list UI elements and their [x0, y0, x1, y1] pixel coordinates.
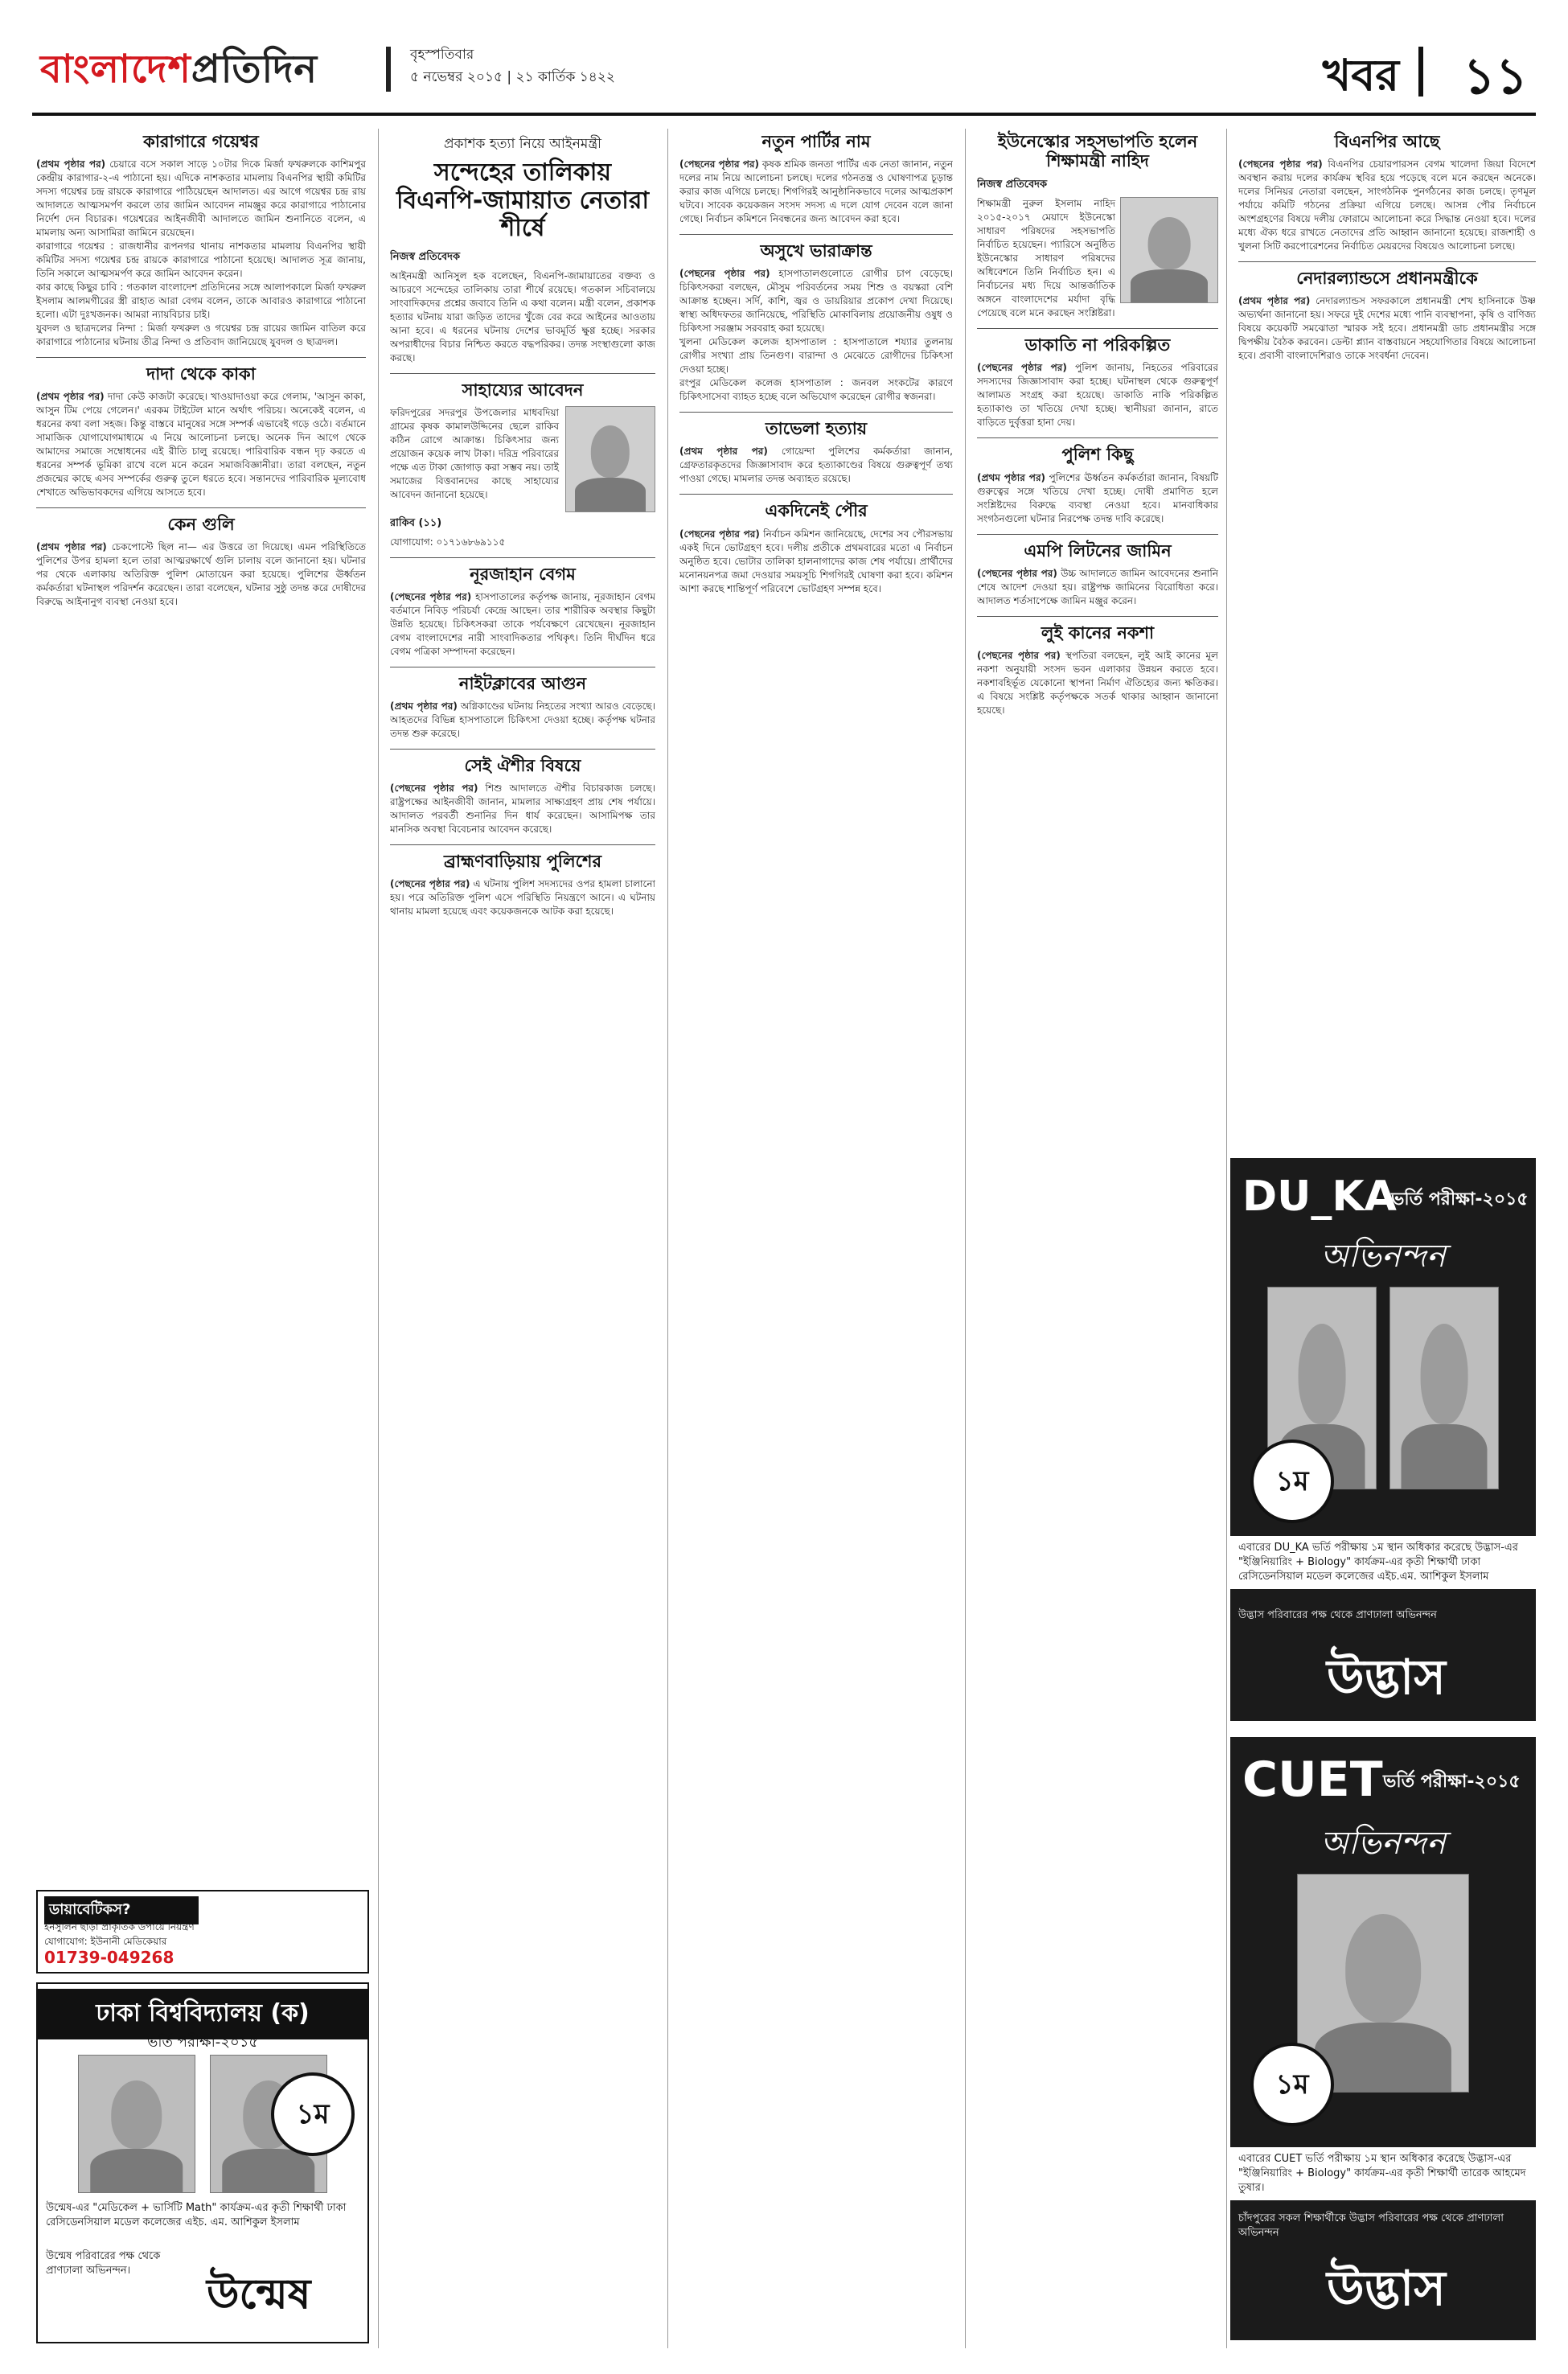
continuation-tag: (পেছনের পৃষ্ঠার পর)	[977, 649, 1061, 661]
headline: বিএনপির আছে	[1334, 132, 1440, 151]
headline: লুই কানের নকশা	[1041, 622, 1155, 643]
story-text: নেদারল্যান্ডস সফরকালে প্রধানমন্ত্রী শেখ হাসিনাকে উষ্ণ অভ্যর্থনা জানানো হয়। সফরে দুই দেশের মধ্যে পানি ব্যবস্থাপনা, কৃষি ও বাণিজ্য বিষয়ে কয়েকটি সমঝোতা স্মারক সই হবে। প্রধানমন্ত্রী ডাচ প্রধানমন্ত্রীর সঙ্গে দ্বিপক্ষীয় বৈঠক করবেন। ডেল্টা প্ল্যান বাস্তবায়নে সহযোগিতার বিষয়ে আলোচনা হবে। প্রবাসী বাংলাদেশিরাও তাকে সংবর্ধনা দেবেন।	[1238, 295, 1536, 362]
ad-title: DU_KA	[1242, 1173, 1397, 1221]
column-separator	[667, 129, 668, 2348]
ad-udvash-du-ka[interactable]	[1230, 1158, 1536, 1721]
headline: সন্দেহের তালিকায় বিএনপি-জামায়াত নেতারা শীর্ষে	[396, 158, 650, 242]
story-paragraph: খুলনা মেডিকেল কলেজ হাসপাতাল : হাসপাতালে শয্যার তুলনায় রোগীর সংখ্যা প্রায় তিনগুণ। বারান্দা ও মেঝেতে রোগীদের চিকিৎসা দেওয়া হচ্ছে।	[679, 336, 953, 376]
continuation-tag: (পেছনের পৃষ্ঠার পর)	[679, 528, 760, 540]
story-municipal	[679, 501, 953, 595]
byline: নিজস্ব প্রতিবেদক	[977, 179, 1048, 191]
headline: ইউনেস্কোর সহসভাপতি হলেন শিক্ষামন্ত্রী নাহিদ	[997, 132, 1198, 171]
column-5	[1238, 129, 1536, 1134]
story-unesco	[977, 132, 1218, 320]
story-nightclub-fire	[390, 674, 655, 741]
headline: একদিনেই পৌর	[765, 501, 868, 521]
continuation-tag: (প্রথম পৃষ্ঠার পর)	[390, 700, 458, 712]
story-dada-theke-kaka	[36, 364, 366, 499]
headline: ব্রাহ্মণবাড়িয়ায় পুলিশের	[443, 852, 602, 872]
ad-line: যোগাযোগ: ইউনানী মেডিকেয়ার	[44, 1936, 167, 1947]
story-body	[1238, 294, 1536, 363]
logo-part-colored: বাংলাদেশ	[40, 47, 191, 92]
story-body	[1238, 158, 1536, 253]
face-shape	[591, 425, 630, 478]
ad-title: CUET	[1242, 1752, 1383, 1808]
story-nurjahan	[390, 565, 655, 659]
story-text: আইনমন্ত্রী আনিসুল হক বলেছেন, বিএনপি-জামায়াতের বক্তব্য ও আচরণে সন্দেহের তালিকায় তারা শীর্ষে রয়েছে। গতকাল সচিবালয়ে সাংবাদিকদের প্রশ্নের জবাবে তিনি এ কথা বলেন। মন্ত্রী বলেন, প্রকাশক হত্যার ঘটনায় যারা জড়িত তাদের খুঁজে বের করে আইনের আওতায় আনা হবে। এ ধরনের ঘটনায় দেশের ভাবমূর্তি ক্ষুণ্ণ হচ্ছে। সরকার অপরাধীদের বিচার নিশ্চিত করতে বদ্ধপরিকর। তদন্ত সংস্থাগুলো কাজ করছে।	[390, 269, 655, 363]
headline: নূরজাহান বেগম	[470, 564, 576, 584]
story-law-minister	[390, 133, 655, 365]
story-body	[679, 158, 953, 226]
ad-caption: এবারের DU_KA ভর্তি পরীক্ষায় ১ম স্থান অধিকার করেছে উদ্ভাস-এর "ইঞ্জিনিয়ারিং + Biology" কার্যক্রম-এর কৃতী শিক্ষার্থী ঢাকা রেসিডেনসিয়াল মডেল কলেজের এইচ.এম. আশিকুল ইসলাম	[1230, 1536, 1536, 1589]
story-police	[977, 445, 1218, 525]
rank-badge: ১ম	[1250, 2043, 1334, 2126]
face-shape	[1148, 217, 1191, 269]
story-text: কৃষক শ্রমিক জনতা পার্টির এক নেতা জানান, নতুন দলের নাম নিয়ে আলোচনা চলছে। দলের গঠনতন্ত্র ও ঘোষণাপত্র চূড়ান্ত করার কাজ এগিয়ে চলছে। শিগগিরই আনুষ্ঠানিকভাবে দলের আত্মপ্রকাশ ঘটবে। সাবেক কয়েকজন সংসদ সদস্য এ দলে যোগ দেবেন বলে জানা গেছে। নির্বাচন কমিশনে নিবন্ধনের জন্য আবেদন করা হবে।	[679, 158, 953, 225]
story-body	[36, 540, 366, 609]
ad-subtitle: ভর্তি পরীক্ষা-২০১৫	[1391, 1189, 1529, 1210]
column-3	[679, 129, 953, 2340]
continuation-tag: (পেছনের পৃষ্ঠার পর)	[679, 268, 770, 280]
story-body	[36, 158, 366, 240]
story-body	[977, 361, 1218, 429]
ad-title: ঢাকা বিশ্ববিদ্যালয় (ক)	[38, 1989, 367, 2039]
ad-brand: উদ্ভাস	[1327, 1649, 1446, 1706]
story-tavella	[679, 419, 953, 486]
story-text: হাসপাতালগুলোতে রোগীর চাপ বেড়েছে। চিকিৎসকরা বলছেন, মৌসুম পরিবর্তনের সময় শিশু ও বয়স্করা বেশি আক্রান্ত হচ্ছেন। সর্দি, কাশি, জ্বর ও ডায়রিয়ার প্রকোপ দেখা দিয়েছে। স্বাস্থ্য অধিদফতর জানিয়েছে, পরিস্থিতি মোকাবিলায় প্রয়োজনীয় ওষুধ ও চিকিৎসা সরঞ্জাম সরবরাহ করা হয়েছে।	[679, 268, 953, 335]
headline: কারাগারে গয়েশ্বর	[143, 132, 259, 151]
story-oishee	[390, 756, 655, 836]
continuation-tag: (পেছনের পৃষ্ঠার পর)	[679, 158, 759, 170]
minister-photo	[1120, 197, 1218, 303]
story-louis-kahn	[977, 623, 1218, 717]
appeal-name: রাকিব (১১)	[390, 516, 442, 529]
continuation-tag: (প্রথম পৃষ্ঠার পর)	[36, 391, 105, 403]
rank-badge: ১ম	[1250, 1440, 1334, 1523]
student-photo	[1389, 1287, 1499, 1489]
section-name: খবর	[1322, 50, 1399, 101]
headline: নেদারল্যান্ডসে প্রধানমন্ত্রীকে	[1296, 269, 1478, 289]
logo-part-dark: প্রতিদিন	[191, 47, 318, 92]
story-text: গোয়েন্দা পুলিশের কর্মকর্তারা জানান, গ্রেফতারকৃতদের জিজ্ঞাসাবাদ করে হত্যাকাণ্ডের বিষয়ে গুরুত্বপূর্ণ তথ্য পাওয়া গেছে। মামলার তদন্ত অব্যাহত রয়েছে।	[679, 446, 953, 485]
ad-caption: উন্মেষ পরিবারের পক্ষ থেকে প্রাণঢালা অভিনন্দন।	[46, 2250, 161, 2277]
rank-badge: ১ম	[271, 2072, 355, 2156]
dateline	[410, 43, 615, 88]
masthead	[32, 32, 1536, 109]
page-number-divider	[1418, 47, 1423, 97]
continuation-tag: (প্রথম পৃষ্ঠার পর)	[679, 446, 768, 458]
story-divider	[390, 749, 655, 750]
story-text: অগ্নিকাণ্ডের ঘটনায় নিহতের সংখ্যা আরও বেড়েছে। আহতদের বিভিন্ন হাসপাতালে চিকিৎসা দেওয়া হচ্ছে। কর্তৃপক্ষ ঘটনার তদন্ত শুরু করেছে।	[390, 700, 655, 739]
story-text: বিএনপির চেয়ারপারসন বেগম খালেদা জিয়া বিদেশে অবস্থান করায় দলের কার্যক্রম স্থবির হয়ে পড়েছে বলে মনে করছেন অনেকে। দলের সিনিয়র নেতারা বলছেন, সাংগঠনিক পুনর্গঠনের কাজ চলছে। তৃণমূল পর্যায়ে কমিটি গঠনের প্রক্রিয়া এগিয়ে চলছে। আসন্ন পৌর নির্বাচনে অংশগ্রহণের বিষয়ে দলীয় ফোরামে আলোচনা করে সিদ্ধান্ত নেওয়া হবে। দলের মধ্যে ঐক্য ধরে রাখতে নেতাদের প্রতি আহ্বান জানানো হয়েছে। রাজশাহী ও খুলনা সিটি করপোরেশনের নির্বাচিত মেয়রদের বিষয়েও আলোচনা চলছে।	[1238, 158, 1536, 253]
body-shape	[1402, 1424, 1488, 1489]
ad-congrats: অভিনন্দন	[1320, 1825, 1446, 1862]
masthead-rule	[32, 113, 1536, 116]
story-bnp	[1238, 132, 1536, 253]
story-text: চেকপোস্টে ছিল না— এর উত্তরে তা দিয়েছে। এমন পরিস্থিতিতে পুলিশের উপর হামলা হলে তারা আত্মরক্ষার্থে গুলি চালায় বলে জানানো হয়। ঘটনার পর থেকে এলাকায় অতিরিক্ত পুলিশ মোতায়েন করা হয়েছে। পুলিশের ঊর্ধ্বতন কর্মকর্তারা ঘটনাস্থল পরিদর্শন করেছেন। তারা বলেছেন, ঘটনার সুষ্ঠু তদন্ত করে দোষীদের বিরুদ্ধে আইনানুগ ব্যবস্থা নেওয়া হবে।	[36, 541, 366, 608]
ad-brand: উন্মেষ	[207, 2270, 311, 2319]
ad-caption: উন্মেষ-এর "মেডিকেল + ভার্সিটি Math" কার্যক্রম-এর কৃতী শিক্ষার্থী ঢাকা রেসিডেনসিয়াল মডেল কলেজের এইচ. এম. আশিকুল ইসলাম	[46, 2202, 347, 2228]
story-divider	[679, 412, 953, 413]
story-divider	[36, 507, 366, 508]
ad-caption: উদ্ভাস পরিবারের পক্ষ থেকে প্রাণঢালা অভিনন্দন	[1238, 1609, 1437, 1621]
headline: নাইটক্লাবের আগুন	[458, 673, 587, 693]
face-shape	[1345, 1914, 1421, 2023]
story-robbery	[977, 335, 1218, 429]
continuation-tag: (প্রথম পৃষ্ঠার পর)	[1238, 295, 1311, 307]
story-keno-guli	[36, 515, 366, 609]
column-separator	[378, 129, 379, 2348]
story-divider	[390, 844, 655, 845]
issue-date: ৫ নভেম্বর ২০১৫ | ২১ কার্তিক ১৪২২	[410, 69, 615, 85]
story-body	[977, 567, 1218, 608]
story-mp-liton	[977, 541, 1218, 608]
story-divider	[977, 534, 1218, 535]
story-divider	[390, 557, 655, 558]
continuation-tag: (পেছনের পৃষ্ঠার পর)	[390, 590, 472, 602]
story-text: পুলিশের ঊর্ধ্বতন কর্মকর্তারা জানান, বিষয়টি গুরুত্বের সঙ্গে খতিয়ে দেখা হচ্ছে। দোষী প্রমাণিত হলে সংশ্লিষ্টদের বিরুদ্ধে ব্যবস্থা নেওয়া হবে। মানবাধিকার সংগঠনগুলো ঘটনার নিরপেক্ষ তদন্ত দাবি করেছে।	[977, 471, 1218, 524]
face-shape	[111, 2080, 162, 2149]
headline: কেন গুলি	[167, 515, 235, 535]
story-body	[36, 390, 366, 499]
story-divider	[977, 616, 1218, 617]
ad-brand: উদ্ভাস	[1327, 2261, 1446, 2317]
story-body	[390, 877, 655, 918]
ad-subtitle: ভর্তি পরীক্ষা-২০১৫	[1383, 1772, 1521, 1792]
headline: এমপি লিটনের জামিন	[1024, 540, 1172, 561]
story-text: ফরিদপুরের সদরপুর উপজেলার মাধবদিয়া গ্রামের কৃষক কামালউদ্দিনের ছেলে রাকিব কঠিন রোগে আক্রান্ত। চিকিৎসার জন্য প্রয়োজন কয়েক লাখ টাকা। দরিদ্র পরিবারের পক্ষে এত টাকা জোগাড় করা সম্ভব নয়। তাই সমাজের বিত্তবানদের কাছে সাহায্যের আবেদন জানানো হয়েছে।	[390, 406, 559, 500]
story-appeal	[390, 380, 655, 549]
unesco-content	[977, 197, 1218, 320]
story-body	[977, 649, 1218, 717]
story-goyeshwar	[36, 132, 366, 349]
story-text: হাসপাতালের কর্তৃপক্ষ জানায়, নূরজাহান বেগম বর্তমানে নিবিড় পরিচর্যা কেন্দ্রে আছেন। তার শারীরিক অবস্থার কিছুটা উন্নতি হয়েছে। চিকিৎসকরা তাকে পর্যবেক্ষণে রেখেছেন। নূরজাহান বেগম বাংলাদেশের নারী সাংবাদিকতার পথিকৃৎ। তিনি দীর্ঘদিন ধরে বেগম পত্রিকা সম্পাদনা করেছেন।	[390, 590, 655, 657]
headline: পুলিশ কিছু	[1061, 445, 1134, 465]
story-divider	[977, 328, 1218, 329]
page-number: ১১	[1463, 47, 1528, 105]
story-paragraph: রংপুর মেডিকেল কলেজ হাসপাতাল : জনবল সংকটের কারণে চিকিৎসাসেবা ব্যাহত হচ্ছে বলে অভিযোগ করেছেন রোগীর স্বজনরা।	[679, 377, 953, 403]
story-text: এ ঘটনায় পুলিশ সদস্যদের ওপর হামলা চালানো হয়। পরে অতিরিক্ত পুলিশ এসে পরিস্থিতি নিয়ন্ত্রণে আনে। এ ঘটনায় থানায় মামলা হয়েছে এবং কয়েকজনকে আটক করা হয়েছে।	[390, 878, 655, 918]
kicker: প্রকাশক হত্যা নিয়ে আইনমন্ত্রী	[443, 136, 601, 152]
continuation-tag: (পেছনের পৃষ্ঠার পর)	[390, 782, 478, 795]
column-separator	[965, 129, 966, 2348]
story-divider	[977, 437, 1218, 438]
story-divider	[1238, 261, 1536, 262]
ad-congrats: অভিনন্দন	[1320, 1238, 1446, 1275]
story-body	[977, 471, 1218, 526]
headline: সেই ঐশীর বিষয়ে	[464, 755, 581, 775]
body-shape	[575, 478, 646, 511]
child-photo	[565, 406, 655, 512]
weekday: বৃহস্পতিবার	[410, 47, 474, 63]
student-photo	[78, 2055, 195, 2193]
story-paragraph: যুবদল ও ছাত্রদলের নিন্দা : মির্জা ফখরুল ও গয়েশ্বর চন্দ্র রায়ের জামিন বাতিল করে কারাগারে পাঠানোর ঘটনায় তীব্র নিন্দা ও প্রতিবাদ জানিয়েছে যুবদল ও ছাত্রদল।	[36, 322, 366, 348]
headline: অসুখে ভারাক্রান্ত	[760, 241, 872, 261]
continuation-tag: (পেছনের পৃষ্ঠার পর)	[390, 878, 470, 890]
continuation-tag: (পেছনের পৃষ্ঠার পর)	[977, 362, 1067, 374]
story-text: স্থপতিরা বলছেন, লুই আই কানের মূল নকশা অনুযায়ী সংসদ ভবন এলাকার উন্নয়ন করতে হবে। নকশাবহির্ভূত যেকোনো স্থাপনা নির্মাণ ঐতিহ্যের জন্য ক্ষতিকর। এ বিষয়ে সংশ্লিষ্ট কর্তৃপক্ষকে সতর্ক থাকার আহ্বান জানানো হয়েছে।	[977, 649, 1218, 716]
byline: নিজস্ব প্রতিবেদক	[390, 250, 461, 263]
story-body	[390, 590, 655, 659]
ad-phone: 01739-049268	[44, 1948, 174, 1967]
face-shape	[1421, 1324, 1468, 1424]
story-text: উচ্চ আদালতে জামিন আবেদনের শুনানি শেষে আদেশ দেওয়া হয়। রাষ্ট্রপক্ষ জামিনের বিরোধিতা করে। আদালত শর্তসাপেক্ষে জামিন মঞ্জুর করেন।	[977, 567, 1218, 606]
column-separator	[1226, 129, 1227, 2348]
continuation-tag: (প্রথম পৃষ্ঠার পর)	[36, 541, 107, 553]
body-shape	[222, 2149, 314, 2192]
ad-line: ইনসুলিন ছাড়া প্রাকৃতিক উপায়ে নিয়ন্ত্রণ	[44, 1921, 195, 1932]
story-paragraph: কারাগারে গয়েশ্বর : রাজধানীর রূপনগর থানায় নাশকতার মামলায় বিএনপির স্থায়ী কমিটির সদস্য গয়েশ্বর চন্দ্র রায়কে কারাগারে পাঠানো হয়েছে। আদালত সূত্র জানায়, তিনি সকালে আত্মসমর্পণ করে জামিন আবেদন করেন।	[36, 240, 366, 280]
story-body	[679, 528, 953, 596]
story-text: পুলিশ জানায়, নিহতের পরিবারের সদস্যদের জিজ্ঞাসাবাদ করা হচ্ছে। ঘটনাস্থল থেকে গুরুত্বপূর্ণ আলামত সংগ্রহ করা হয়েছে। ডাকাতি নাকি পরিকল্পিত হত্যাকাণ্ড তা খতিয়ে দেখা হচ্ছে। স্থানীয়রা জানান, রাতে বাড়িতে দুর্বৃত্তরা হানা দেয়।	[977, 362, 1218, 429]
newspaper-logo	[40, 40, 318, 104]
ad-title: ডায়াবেটিকস?	[44, 1896, 199, 1924]
appeal-content	[390, 406, 655, 512]
continuation-tag: (প্রথম পৃষ্ঠার পর)	[36, 158, 106, 170]
story-text: শিক্ষামন্ত্রী নুরুল ইসলাম নাহিদ ২০১৫-২০১৭ মেয়াদে ইউনেস্কো সাধারণ পরিষদের সহসভাপতি নির্বাচিত হয়েছেন। প্যারিসে অনুষ্ঠিত ইউনেস্কোর সাধারণ পরিষদের অধিবেশনে তিনি নির্বাচিত হন। এ নির্বাচনের মধ্য দিয়ে আন্তর্জাতিক অঙ্গনে বাংলাদেশের মর্যাদা বৃদ্ধি পেয়েছে বলে মনে করছেন সংশ্লিষ্টরা।	[977, 198, 1115, 319]
story-body	[390, 782, 655, 836]
headline: নতুন পার্টির নাম	[761, 132, 871, 151]
story-body	[390, 700, 655, 741]
story-paragraph: কার কাছে কিছুর চাবি : গতকাল বাংলাদেশ প্রতিদিনের সঙ্গে আলাপকালে মির্জা ফখরুল ইসলাম আলমগীরের স্ত্রী রাহাত আরা বেগম বলেন, তাকে আবারও কারাগারে পাঠানো হলো। এটা দুঃখজনক। আমরা ন্যায়বিচার চাই।	[36, 281, 366, 321]
continuation-tag: (প্রথম পৃষ্ঠার পর)	[977, 471, 1046, 483]
appeal-text-wrap	[390, 406, 559, 512]
masthead-divider	[386, 47, 391, 92]
body-shape	[90, 2149, 183, 2192]
story-divider	[679, 234, 953, 235]
ad-diabetics[interactable]	[36, 1890, 369, 1974]
column-4	[977, 129, 1218, 2340]
story-divider	[679, 494, 953, 495]
face-shape	[1299, 1324, 1346, 1424]
story-text: চেয়ারে বসে সকাল সাড়ে ১০টার দিকে মির্জা ফখরুলকে কাশিমপুর কেন্দ্রীয় কারাগার-২-এ পাঠানো হয়। এদিকে নাশকতার মামলায় বিএনপির স্থায়ী কমিটির সদস্য গয়েশ্বর চন্দ্র রায়কে কারাগারে পাঠিয়েছেন আদালত। এর আগে গয়েশ্বর চন্দ্র রায় আদালতে আত্মসমর্পণ করলে তার জামিন আবেদন নামঞ্জুর করে কারাগারে পাঠানোর নির্দেশ দেন বিচারক। গয়েশ্বরের আইনজীবী আদালতে জামিন শুনানিতে বলেন, এ মামলায় অন্য আসামিরা জামিনে রয়েছেন।	[36, 158, 366, 239]
ad-unmesh-du[interactable]	[36, 1982, 369, 2343]
appeal-contact: যোগাযোগ: ০১৭১৬৮৬৯১১৫	[390, 536, 506, 548]
headline: ডাকাতি না পরিকল্পিত	[1024, 335, 1171, 355]
body-shape	[1131, 269, 1208, 303]
continuation-tag: (পেছনের পৃষ্ঠার পর)	[977, 567, 1057, 579]
story-text: শিশু আদালতে ঐশীর বিচারকাজ চলছে। রাষ্ট্রপক্ষের আইনজীবী জানান, মামলার সাক্ষ্যগ্রহণ প্রায় শেষ পর্যায়ে। আদালত পরবর্তী শুনানির দিন ধার্য করেছেন। আসামিপক্ষ তার মানসিক অবস্থা বিবেচনার আবেদন করেছে।	[390, 782, 655, 836]
continuation-tag: (পেছনের পৃষ্ঠার পর)	[1238, 158, 1323, 170]
headline: সাহায্যের আবেদন	[462, 380, 584, 400]
body-shape	[1315, 2023, 1451, 2092]
ad-caption: এবারের CUET ভর্তি পরীক্ষায় ১ম স্থান অধিকার করেছে উদ্ভাস-এর "ইঞ্জিনিয়ারিং + Biology" কার্যক্রম-এর কৃতী শিক্ষার্থী তারেক আহমেদ তুষার।	[1230, 2147, 1536, 2200]
story-netherlands	[1238, 269, 1536, 363]
story-disease	[679, 241, 953, 404]
headline: তাভেলা হত্যায়	[765, 419, 868, 439]
ad-caption: চাঁদপুরের সকল শিক্ষার্থীকে উদ্ভাস পরিবারের পক্ষ থেকে প্রাণঢালা অভিনন্দন	[1238, 2212, 1504, 2239]
story-divider	[390, 373, 655, 374]
story-text: দাদা কেউ কাজটা করেছে। খাওয়াদাওয়া করে গেলাম, 'আসুন কাকা, আসুন টিম পেয়ে গেলেন।' এরকম টাইটেল মানে অর্থাৎ পরিচয়। অনেকেই বলেন, এ ধরনের কথা বলা সহজ। কিন্তু বাস্তবে মানুষের সঙ্গে সম্পর্ক এভাবেই গড়ে ওঠে। বর্তমানে সামাজিক যোগাযোগমাধ্যমে এ নিয়ে আলোচনা চলছে। অনেক দিন আগে থেকে আমাদের সমাজে সম্বোধনের এই রীতি চালু রয়েছে। পারিবারিক বন্ধন দৃঢ় করতে এ ধরনের সম্পর্ক ভূমিকা রাখে বলে মনে করেন সমাজবিজ্ঞানীরা। তারা বলছেন, নতুন প্রজন্মের কাছে এসব সম্পর্কের গুরুত্ব তুলে ধরতে হবে। সন্তানদের পারিবারিক মূল্যবোধ শেখাতে অভিভাবকদের এগিয়ে আসতে হবে।	[36, 391, 366, 499]
column-2	[390, 129, 655, 2340]
story-body	[679, 267, 953, 335]
ad-udvash-cuet[interactable]	[1230, 1737, 1536, 2340]
story-brahmanbaria-police	[390, 852, 655, 918]
story-new-party	[679, 132, 953, 226]
story-divider	[36, 357, 366, 358]
headline: দাদা থেকে কাকা	[146, 364, 256, 384]
ad-subtitle: ভর্তি পরীক্ষা-২০১৫	[146, 2034, 259, 2051]
story-body	[679, 445, 953, 486]
story-text: নির্বাচন কমিশন জানিয়েছে, দেশের সব পৌরসভায় একই দিনে ভোটগ্রহণ হবে। দলীয় প্রতীকে প্রথমবারের মতো এ নির্বাচন অনুষ্ঠিত হবে। ভোটার তালিকা হালনাগাদের কাজ শেষ পর্যায়ে। প্রার্থীদের মনোনয়নপত্র জমা দেওয়ার সময়সূচি শিগগিরই ঘোষণা করা হবে। কমিশন আশা করছে শান্তিপূর্ণ পরিবেশে ভোটগ্রহণ সম্পন্ন হবে।	[679, 528, 953, 594]
